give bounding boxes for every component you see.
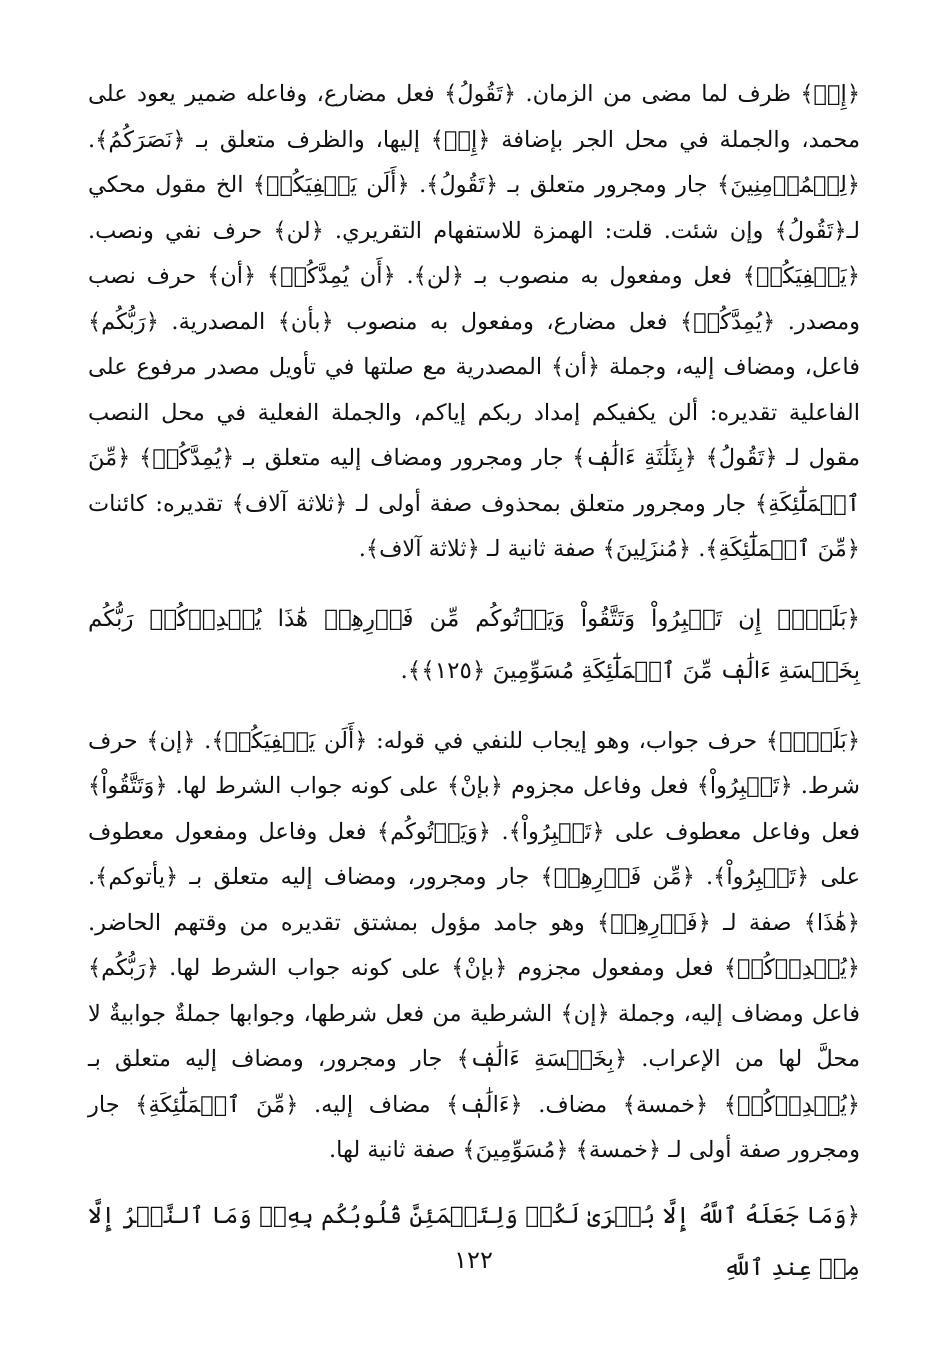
page-body xyxy=(88,72,860,1294)
page-number: ١٢٢ xyxy=(454,1246,493,1274)
quran-verse-125: ﴿بَلَىٰٓۚ إِن تَصۡبِرُواْ وَتَتَّقُواْ وَيَأۡتُوكُم مِّن فَوۡرِهِمۡ هَٰذَا يُمۡدِدۡكُمۡ رَبُّكُم بِخَمۡسَةِ ءَالَٰفٖ مِّنَ ٱلۡمَلَٰٓئِكَةِ مُسَوِّمِينَ ﴿١٢٥﴾﴾. xyxy=(88,605,860,684)
commentary-paragraph-1: ﴿إِذۡ﴾ ظرف لما مضى من الزمان. ﴿تَقُولُ﴾ فعل مضارع، وفاعله ضمير يعود على محمد، والجملة في محل الجر بإضافة ﴿إِذۡ﴾ إليها، والظرف متعلق بـ ﴿نَصَرَكُمُ﴾. ﴿لِلۡمُؤۡمِنِينَ﴾ جار ومجرور متعلق بـ ﴿تَقُولُ﴾. ﴿أَلَن يَكۡفِيَكُمۡ﴾ الخ مقول محكي لـ﴿تَقُولُ﴾ وإن شئت. قلت: الهمزة للاستفهام التقريري. ﴿لن﴾ حرف نفي ونصب. ﴿يَكۡفِيَكُمۡ﴾ فعل ومفعول به منصوب بـ ﴿لن﴾. ﴿أَن يُمِدَّكُمۡ﴾ ﴿أن﴾ حرف نصب ومصدر. ﴿يُمِدَّكُمۡ﴾ فعل مضارع، ومفعول به منصوب ﴿بأن﴾ المصدرية. ﴿رَبُّكُم﴾ فاعل، ومضاف إليه، وجملة ﴿أن﴾ المصدرية مع صلتها في تأويل مصدر مرفوع على الفاعلية تقديره: ألن يكفيكم إمداد ربكم إياكم، والجملة الفعلية في محل النصب مقول لـ ﴿تَقُولُ﴾ ﴿بِثَلَٰثَةِ ءَالَٰفٖ﴾ جار ومجرور ومضاف إليه متعلق بـ ﴿يُمِدَّكُمۡ﴾ ﴿مِّنَ ٱلۡمَلَٰٓئِكَةِ﴾ جار ومجرور متعلق بمحذوف صفة أولى لـ ﴿ثلاثة آلاف﴾ تقديره: كائنات ﴿مِّنَ ٱلۡمَلَٰٓئِكَةِ﴾. ﴿مُنزَلِينَ﴾ صفة ثانية لـ ﴿ثلاثة آلاف﴾. xyxy=(88,81,860,562)
quran-verse-126-start: ﴿وَمَا جَعَلَهُ ٱللَّهُ إِلَّا بُشۡرَىٰ لَكُمۡ وَلِتَطۡمَئِنَّ قُلُوبُكُم بِهِۦۗ وَمَا ٱلنَّصۡرُ إِلَّا مِنۡ عِندِ ٱللَّهِ xyxy=(88,1202,860,1281)
commentary-paragraph-2: ﴿بَلَىٰٓۚ﴾ حرف جواب، وهو إيجاب للنفي في قوله: ﴿أَلَن يَكۡفِيَكُمۡ﴾. ﴿إن﴾ حرف شرط. ﴿تَصۡبِرُواْ﴾ فعل وفاعل مجزوم ﴿بإنْ﴾ على كونه جواب الشرط لها. ﴿وَتَتَّقُواْ﴾ فعل وفاعل معطوف على ﴿تَصۡبِرُواْ﴾. ﴿وَيَأۡتُوكُم﴾ فعل وفاعل ومفعول معطوف على ﴿تَصۡبِرُواْ﴾. ﴿مِّن فَوۡرِهِمۡ﴾ جار ومجرور، ومضاف إليه متعلق بـ ﴿يأتوكم﴾. ﴿هَٰذَا﴾ صفة لـ ﴿فَوۡرِهِمۡ﴾ وهو جامد مؤول بمشتق تقديره من وقتهم الحاضر. ﴿يُمۡدِدۡكُمۡ﴾ فعل ومفعول مجزوم ﴿بإنْ﴾ على كونه جواب الشرط لها. ﴿رَبُّكُم﴾ فاعل ومضاف إليه، وجملة ﴿إن﴾ الشرطية من فعل شرطها، وجوابها جملةٌ جوابيةٌ لا محلَّ لها من الإعراب. ﴿بِخَمۡسَةِ ءَالَٰفٖ﴾ جار ومجرور، ومضاف إليه متعلق بـ ﴿يُمۡدِدۡكُمۡ﴾ ﴿خمسة﴾ مضاف. ﴿ءَالَٰفٖ﴾ مضاف إليه. ﴿مِّنَ ٱلۡمَلَٰٓئِكَةِ﴾ جار ومجرور صفة أولى لـ ﴿خمسة﴾ ﴿مُسَوِّمِينَ﴾ صفة ثانية لها. xyxy=(88,727,860,1163)
